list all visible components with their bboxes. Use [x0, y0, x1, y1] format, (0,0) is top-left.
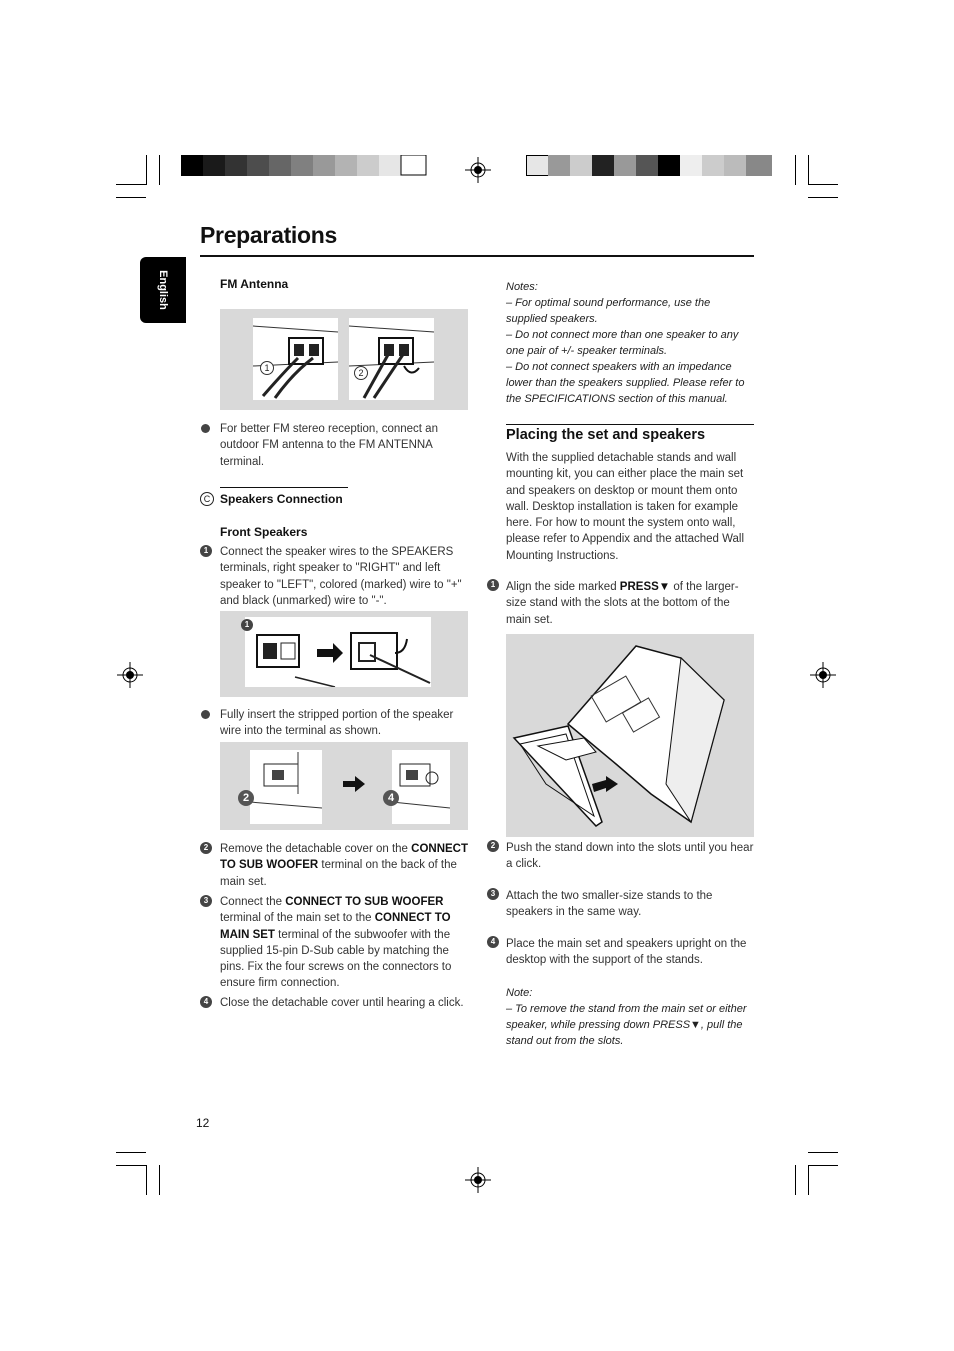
note-item: – Do not connect more than one speaker to any one pair of +/- speaker terminals.	[506, 329, 739, 357]
antenna-terminal-illustration	[349, 318, 434, 400]
step-number-icon: 4	[487, 936, 499, 948]
crop-mark	[808, 1152, 838, 1153]
placing-step4-text: Place the main set and speakers upright on the desktop with the support of the stands.	[506, 938, 747, 967]
stand-attachment-figure	[506, 634, 754, 837]
crop-mark	[159, 155, 160, 185]
fm-antenna-figure	[220, 309, 468, 410]
crop-mark	[159, 1165, 160, 1195]
insert-wire-text: Fully insert the stripped portion of the speaker wire into the terminal as shown.	[220, 709, 454, 738]
stand-illustration	[506, 634, 754, 837]
speaker-wire-figure	[220, 611, 468, 697]
speaker-terminal-illustration	[245, 617, 431, 687]
step-number-icon: 3	[487, 888, 499, 900]
step-number-icon: 4	[200, 996, 212, 1008]
crop-mark	[808, 1165, 838, 1166]
step1-text: Connect the speaker wires to the SPEAKERS terminals, right speaker to "RIGHT" and left speaker to "LEFT", colored (marked) wire to "+" and black (unmarked) wire to "-".	[220, 546, 462, 607]
figure-step-label: 2	[354, 366, 368, 380]
antenna-terminal-illustration	[253, 318, 338, 400]
placing-intro: With the supplied detachable stands and wall mounting kit, you can either place the main set and speakers on desktop or mount them onto wall. Desktop installation is taken for example here. For how to mount the system onto wall, please refer to Appendix and the attached Wall Mounting Instructions.	[506, 452, 745, 562]
step-number-icon: 2	[200, 842, 212, 854]
note-item: – Do not connect speakers with an impedance lower than the speakers supplied. Please refer to the SPECIFICATIONS section of this manual.	[506, 361, 745, 405]
cable-connection-illustration	[392, 750, 450, 824]
placing-heading: Placing the set and speakers	[506, 427, 706, 443]
arrow-right-icon	[343, 776, 365, 792]
crop-mark	[116, 1152, 146, 1153]
note-text: – To remove the stand from the main set or either speaker, while pressing down PRESS▼, pull the stand out from the slots.	[506, 1003, 747, 1047]
crop-mark	[116, 197, 146, 198]
crop-mark	[808, 184, 838, 185]
registration-mark-icon	[117, 662, 143, 688]
subwoofer-cover-figure	[220, 742, 468, 830]
figure-step-label: 2	[238, 790, 254, 806]
registration-mark-icon	[465, 1167, 491, 1193]
step2-text: Remove the detachable cover on the CONNECT TO SUB WOOFER terminal on the back of the main set.	[220, 843, 469, 888]
notes-heading: Notes:	[506, 281, 538, 293]
figure-step-label: 1	[241, 619, 253, 631]
crop-mark	[116, 1165, 146, 1166]
crop-mark	[146, 155, 147, 185]
section-rule	[506, 424, 754, 425]
registration-mark-icon	[465, 157, 491, 183]
section-rule	[220, 487, 348, 488]
bullet-icon	[201, 424, 210, 433]
step-number-icon: 1	[487, 579, 499, 591]
placing-step2-text: Push the stand down into the slots until you hear a click.	[506, 842, 754, 871]
speakers-connection-heading: Speakers Connection	[220, 492, 343, 506]
figure-step-label: 4	[383, 790, 399, 806]
crop-mark	[146, 1165, 147, 1195]
step4-text: Close the detachable cover until hearing a click.	[220, 997, 464, 1009]
title-rule	[200, 255, 754, 257]
page-title: Preparations	[200, 222, 338, 248]
color-bar-left	[181, 155, 427, 176]
step-number-icon: 3	[200, 895, 212, 907]
language-tab-label: English	[157, 270, 169, 310]
crop-mark	[795, 155, 796, 185]
fm-antenna-text: For better FM stereo reception, connect an outdoor FM antenna to the FM ANTENNA terminal.	[220, 423, 438, 468]
crop-mark	[116, 184, 146, 185]
cover-removal-illustration	[250, 750, 322, 824]
step3-text: Connect the CONNECT TO SUB WOOFER terminal of the main set to the CONNECT TO MAIN SET terminal of the subwoofer with the supplied 15-pin D-Sub cable by matching the pins. Fix the four screws on the connectors to ensure firm connection.	[220, 896, 452, 990]
front-speakers-heading: Front Speakers	[220, 525, 308, 539]
step-number-icon: 2	[487, 840, 499, 852]
crop-mark	[808, 197, 838, 198]
note-heading: Note:	[506, 987, 533, 999]
crop-mark	[808, 155, 809, 185]
registration-mark-icon	[810, 662, 836, 688]
color-bar-right	[526, 155, 772, 176]
bullet-icon	[201, 710, 210, 719]
language-tab	[140, 257, 186, 323]
placing-step3-text: Attach the two smaller-size stands to the speakers in the same way.	[506, 890, 713, 919]
section-marker: C	[200, 492, 214, 506]
figure-step-label: 1	[260, 361, 274, 375]
page-number: 12	[196, 1116, 210, 1130]
step-number-icon: 1	[200, 545, 212, 557]
crop-mark	[795, 1165, 796, 1195]
note-item: – For optimal sound performance, use the supplied speakers.	[506, 297, 711, 325]
crop-mark	[808, 1165, 809, 1195]
fm-antenna-heading: FM Antenna	[220, 277, 289, 291]
placing-step1-text: Align the side marked PRESS▼ of the larger-size stand with the slots at the bottom of the main set.	[506, 581, 739, 626]
